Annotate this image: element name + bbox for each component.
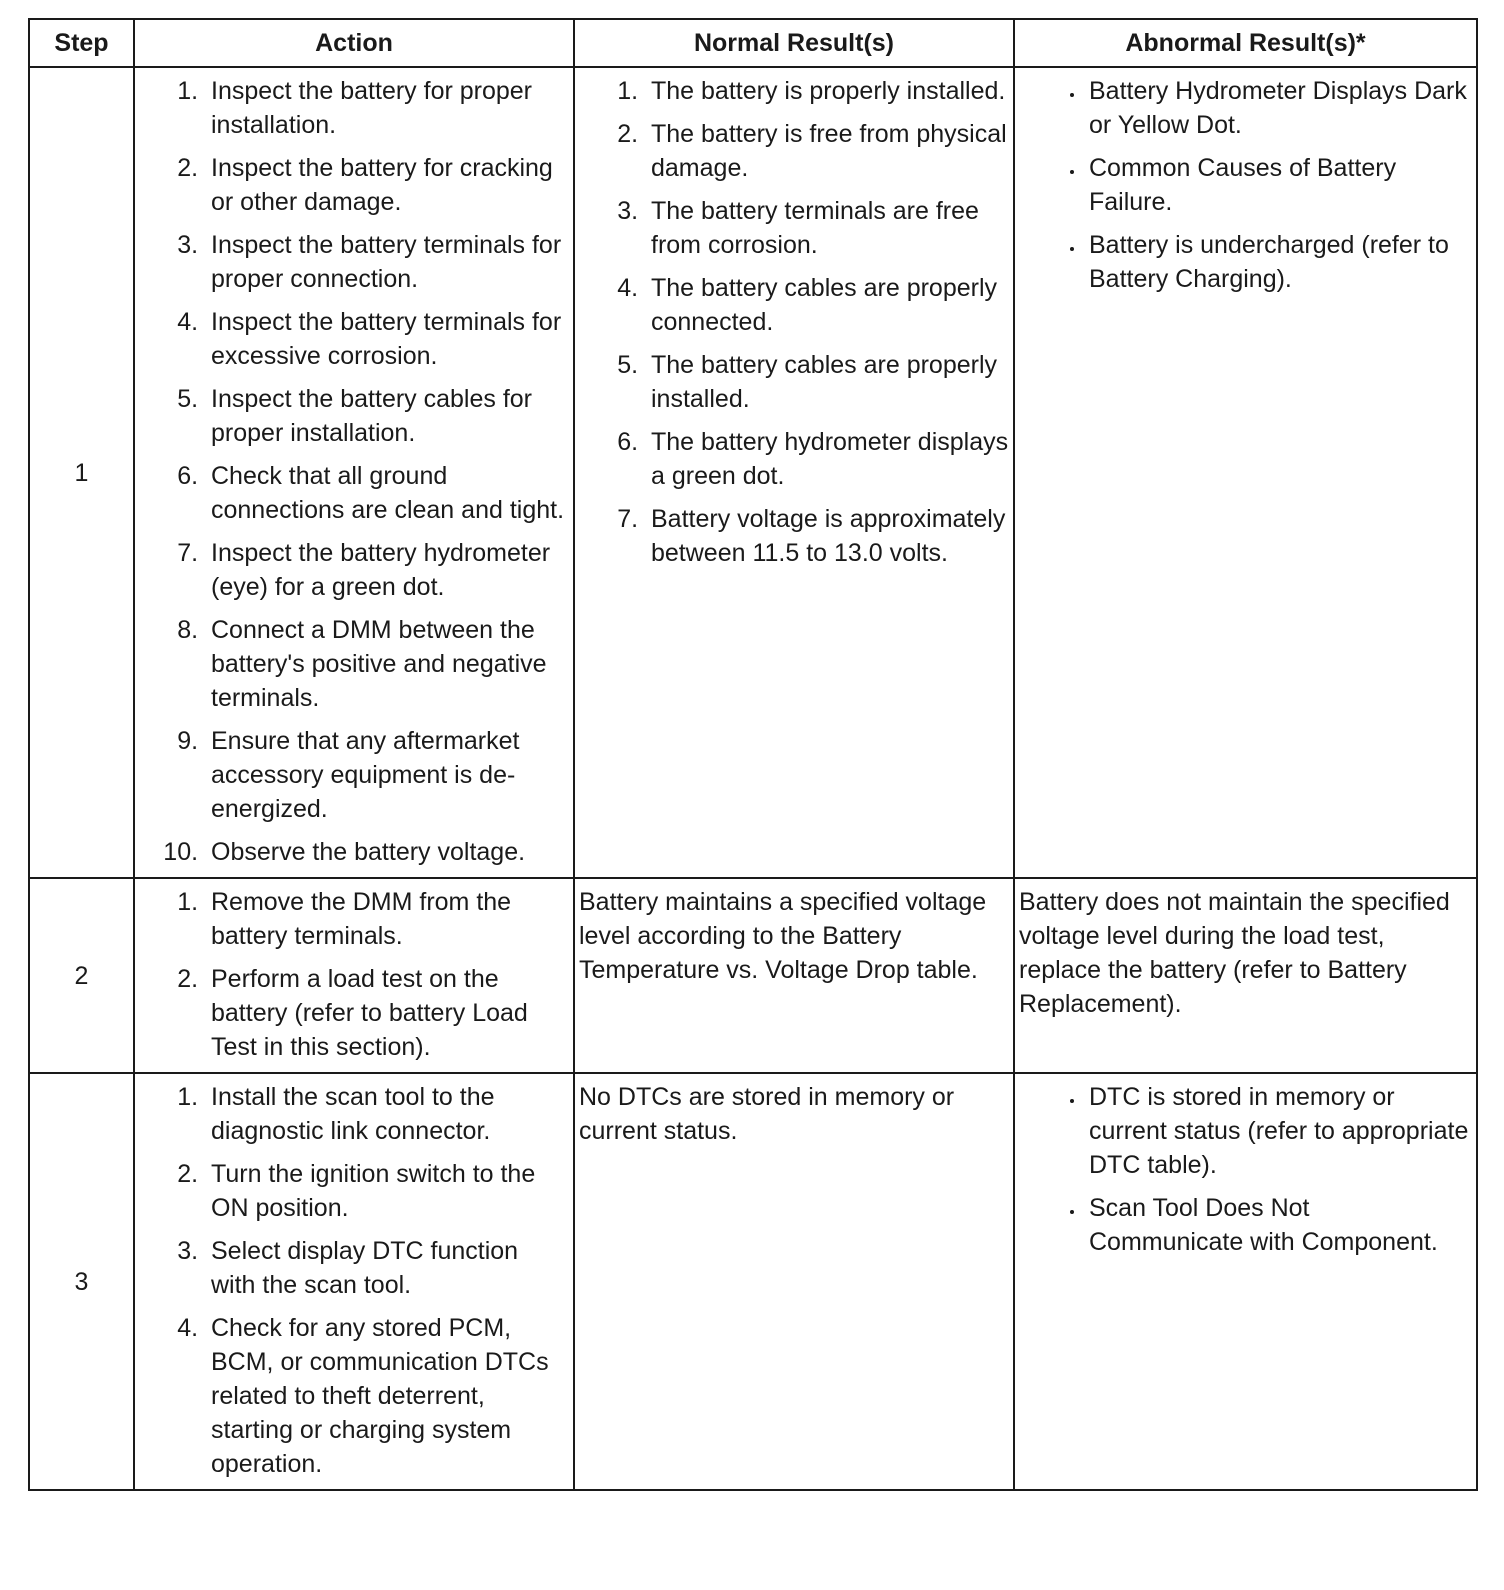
- table-row: [29, 67, 1477, 878]
- list-item: 2. Turn the ignition switch to the ON position.: [205, 1157, 569, 1225]
- header-step: Step: [29, 19, 134, 67]
- list-item: • Scan Tool Does Not Communicate with Component.: [1085, 1191, 1470, 1259]
- normal-results-list: [575, 74, 1009, 570]
- list-item: 4. Check for any stored PCM, BCM, or communication DTCs related to theft deterrent, starting or charging system operation.: [205, 1311, 569, 1481]
- abnormal-results-list: [1015, 74, 1470, 296]
- list-item: 5. The battery cables are properly installed.: [645, 348, 1009, 416]
- action-list: [135, 1080, 569, 1481]
- action-cell: [134, 67, 574, 878]
- step-number: 2: [29, 878, 134, 1073]
- header-normal-results: Normal Result(s): [574, 19, 1014, 67]
- list-item: 7. Inspect the battery hydrometer (eye) for a green dot.: [205, 536, 569, 604]
- normal-results-cell: [574, 1073, 1014, 1490]
- list-item: 3. Select display DTC function with the scan tool.: [205, 1234, 569, 1302]
- list-item: 6. The battery hydrometer displays a green dot.: [645, 425, 1009, 493]
- list-item: 8. Connect a DMM between the battery's positive and negative terminals.: [205, 613, 569, 715]
- abnormal-results-cell: [1014, 878, 1477, 1073]
- action-list: [135, 885, 569, 1064]
- header-abnormal-results: Abnormal Result(s)*: [1014, 19, 1477, 67]
- step-number: 3: [29, 1073, 134, 1490]
- list-item: 1. Inspect the battery for proper installation.: [205, 74, 569, 142]
- abnormal-result-text: Battery does not maintain the specified voltage level during the load test, replace the battery (refer to Battery Replacement).: [1019, 888, 1450, 1018]
- list-item: 3. Inspect the battery terminals for proper connection.: [205, 228, 569, 296]
- list-item: 4. The battery cables are properly connected.: [645, 271, 1009, 339]
- list-item: • Battery Hydrometer Displays Dark or Yellow Dot.: [1085, 74, 1470, 142]
- action-list: [135, 74, 569, 869]
- table-row: [29, 1073, 1477, 1490]
- normal-result-text: Battery maintains a specified voltage level according to the Battery Temperature vs. Voltage Drop table.: [579, 888, 987, 984]
- action-cell: [134, 1073, 574, 1490]
- list-item: 3. The battery terminals are free from corrosion.: [645, 194, 1009, 262]
- list-item: 1. Install the scan tool to the diagnostic link connector.: [205, 1080, 569, 1148]
- normal-results-cell: [574, 67, 1014, 878]
- diagnostic-table: [28, 18, 1478, 1491]
- list-item: 2. Perform a load test on the battery (refer to battery Load Test in this section).: [205, 962, 569, 1064]
- header-row: [29, 19, 1477, 67]
- list-item: 1. The battery is properly installed.: [645, 74, 1009, 108]
- table-row: [29, 878, 1477, 1073]
- abnormal-results-cell: [1014, 67, 1477, 878]
- list-item: 5. Inspect the battery cables for proper installation.: [205, 382, 569, 450]
- list-item: 7. Battery voltage is approximately between 11.5 to 13.0 volts.: [645, 502, 1009, 570]
- abnormal-results-list: [1015, 1080, 1470, 1259]
- header-action: Action: [134, 19, 574, 67]
- step-number: 1: [29, 67, 134, 878]
- list-item: 10. Observe the battery voltage.: [205, 835, 569, 869]
- list-item: • DTC is stored in memory or current status (refer to appropriate DTC table).: [1085, 1080, 1470, 1182]
- abnormal-results-cell: [1014, 1073, 1477, 1490]
- list-item: 9. Ensure that any aftermarket accessory equipment is de-energized.: [205, 724, 569, 826]
- list-item: • Common Causes of Battery Failure.: [1085, 151, 1470, 219]
- normal-results-cell: [574, 878, 1014, 1073]
- list-item: • Battery is undercharged (refer to Battery Charging).: [1085, 228, 1470, 296]
- action-cell: [134, 878, 574, 1073]
- normal-result-text: No DTCs are stored in memory or current status.: [579, 1083, 955, 1145]
- list-item: 1. Remove the DMM from the battery terminals.: [205, 885, 569, 953]
- list-item: 2. The battery is free from physical damage.: [645, 117, 1009, 185]
- list-item: 4. Inspect the battery terminals for excessive corrosion.: [205, 305, 569, 373]
- list-item: 2. Inspect the battery for cracking or other damage.: [205, 151, 569, 219]
- list-item: 6. Check that all ground connections are clean and tight.: [205, 459, 569, 527]
